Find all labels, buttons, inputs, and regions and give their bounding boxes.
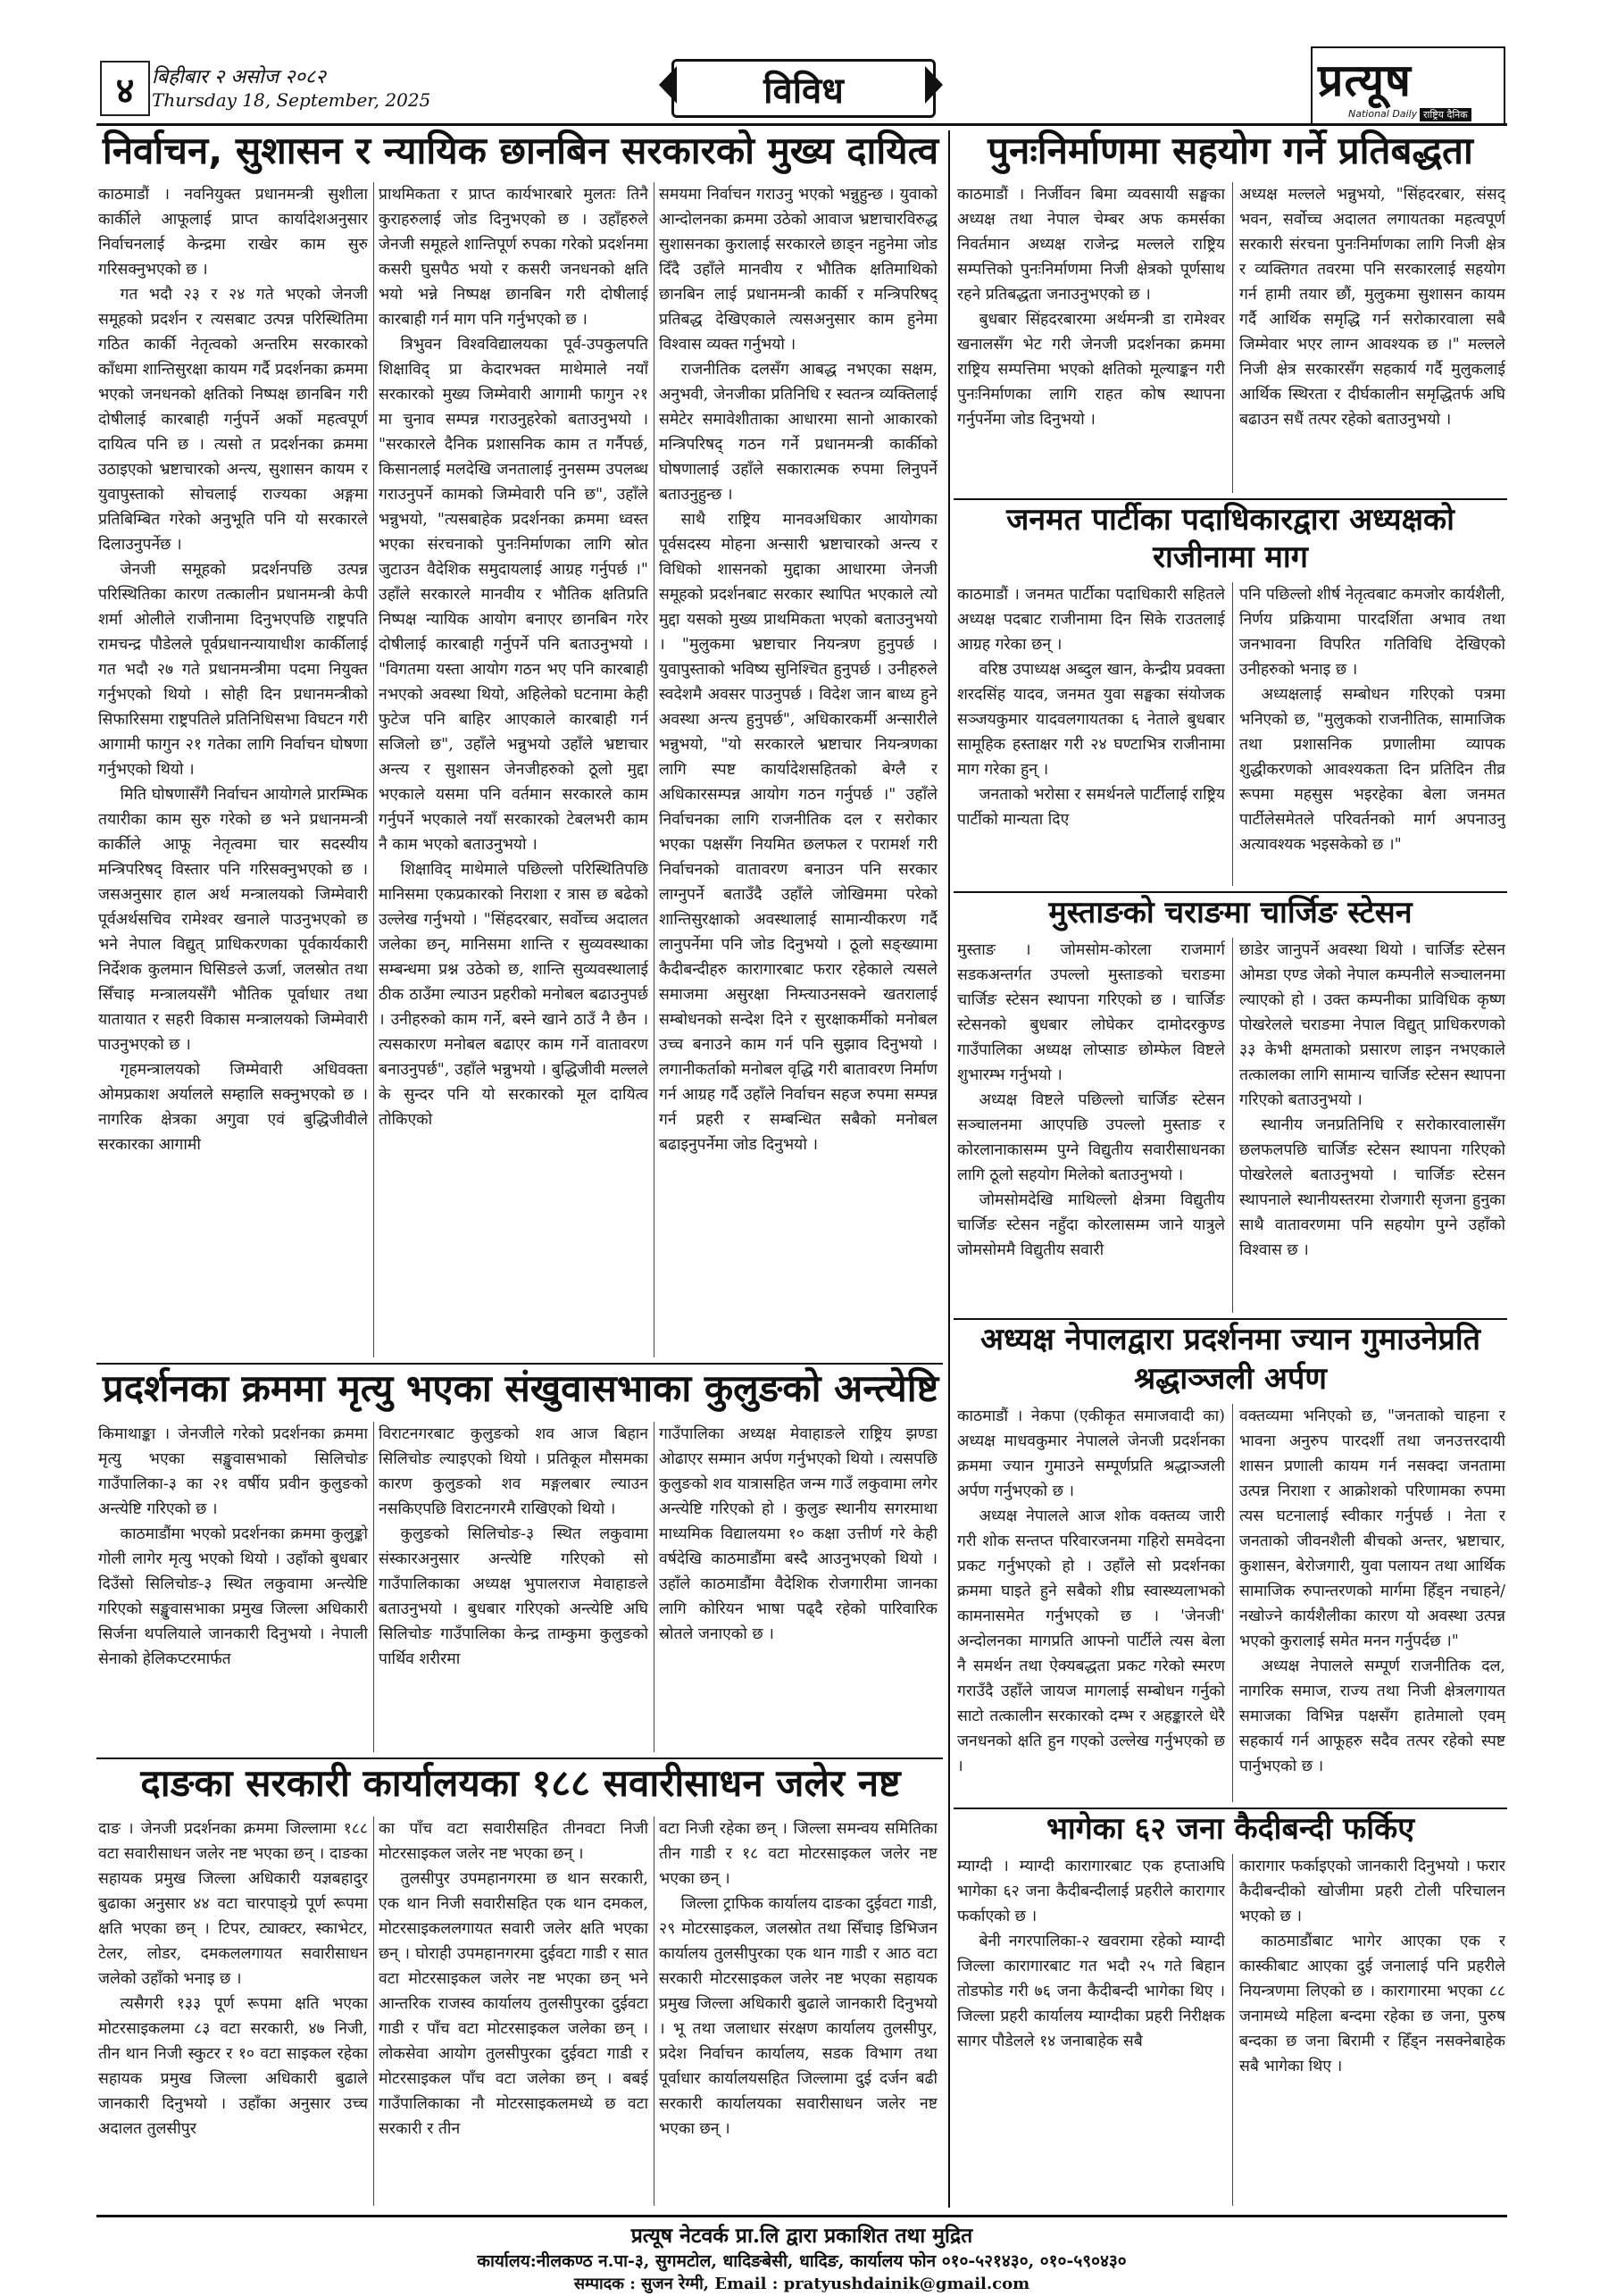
article-paragraph: दाङ । जेनजी प्रदर्शनका क्रममा जिल्लामा १८८ वटा सवारीसाधन जलेर नष्ट भएका छन् । दाङका सहायक प्रमुख जिल्ला अधिकारी यज्ञबहादुर बुढाका अनुसार ४४ वटा चारपाङ्ग्रे पूर्ण रूपमा क्षति भएका छन् । टिपर, ट्याक्टर, स्काभेटर, टेलर, लोडर, दमकललगायत सवारीसाधन जलेको उहाँको भनाइ छ । [98,1820,368,1988]
article-headline: प्रदर्शनका क्रममा मृत्यु भएका संखुवासभाका कुलुङको अन्त्येष्टि [102,1366,939,1410]
article-paragraph: विराटनगरबाट कुलुङको शव आज बिहान सिलिचोङ ल्याइएको थियो । प्रतिकूल मौसमका कारण कुलुङको शव मङ्गलबार ल्याउन नसकिएपछि विराटनगरमै राखिएको थियो । [379,1425,648,1518]
article-column [957,1854,1225,2206]
article-column [659,1816,938,2206]
column-divider [1232,1854,1233,2206]
article-paragraph: वरिष्ठ उपाध्यक्ष अब्दुल खान, केन्द्रीय प्रवक्ता शरदसिंह यादव, जनमत युवा सङ्घका संयोजक सञ्जयकुमार यादवलगायतका ६ नेताले बुधबार सामूहिक हस्ताक्षर गरी २४ घण्टाभित्र राजीनामा माग गरेका हुन् । [957,661,1225,779]
section-rule [954,1318,1507,1320]
article-paragraph: साथै राष्ट्रिय मानवअधिकार आयोगका पूर्वसदस्य मोहना अन्सारी भ्रष्टाचारको अन्त्य र विधिको शासनको मुद्दाका आधारमा जेनजी समूहको प्रदर्शनबाट सरकार स्थापित भएकाले त्यो मुद्दा यसको मुख्य प्राथमिकता भएको बताउनुभयो । "मुलुकमा भ्रष्टाचार नियन्त्रण हुनुपर्छ । युवापुस्ताको भविष्य सुनिश्चित हुनुपर्छ । उनीहरुले स्वदेशमै अवसर पाउनुपर्छ । विदेश जान बाध्य हुने अवस्था अन्त्य हुनुपर्छ", अधिकारकर्मी अन्सारीले भन्नुभयो, "यो सरकारले भ्रष्टाचार नियन्त्रणका लागि स्पष्ट कार्यादेशसहितको बेग्लै र अधिकारसम्पन्न आयोग गठन गर्नुपर्छ ।" उहाँले निर्वाचनका लागि राजनीतिक दल र सरोकार भएका पक्षसँग नियमित छलफल र परामर्श गरी निर्वाचनको वातावरण बनाउन पनि सरकार लाग्नुपर्ने बताउँदै उहाँले जोखिममा परेको शान्तिसुरक्षाको अवस्थालाई सामान्यीकरण गर्दै लानुपर्नेमा पनि जोड दिनुभयो । ठूलो सङ्ख्यामा कैदीबन्दीहरु कारागारबाट फरार रहेकाले त्यसले समाजमा असुरक्षा निम्त्याउनसक्ने खतरालाई सम्बोधनको सन्देश दिने र सुरक्षाकर्मीको मनोबल उच्च बनाउने काम गर्न पनि सुझाव दिनुभयो । लगानीकर्ताको मनोबल वृद्धि गरी बातावरण निर्माण गर्न आग्रह गर्दै उहाँले निर्वाचन सहज रुपमा सम्पन्न गर्न प्रहरी र सम्बन्धित सबैको मनोबल बढाइनुपर्नेमा जोड दिनुभयो । [659,511,938,1154]
article-paragraph: त्रिभुवन विश्वविद्यालयका पूर्व-उपकुलपति शिक्षाविद् प्रा केदारभक्त माथेमाले नयाँ सरकारको मुख्य जिम्मेवारी आगामी फागुन २१ मा चुनाव सम्पन्न गराउनुहरेको बताउनुभयो । "सरकारले दैनिक प्रशासनिक काम त गर्नैपर्छ, किसानलाई मलदेखि जनतालाई नुनसम्म उपलब्ध गराउनुपर्ने कामको जिम्मेवारी पनि छ", उहाँले भन्नुभयो, "त्यसबाहेक प्रदर्शनका क्रममा ध्वस्त भएका संरचनाको पुनःनिर्माणका लागि स्रोत जुटाउन वैदेशिक समुदायलाई आग्रह गर्नुपर्छ ।" उहाँले सरकारले मानवीय र भौतिक क्षतिप्रति निष्पक्ष न्यायिक आयोग बनाएर छानबिन गरेर दोषीलाई कारबाही गर्नुपर्ने पनि बताउनुभयो । "विगतमा यस्ता आयोग गठन भए पनि कारबाही नभएको अवस्था थियो, अहिलेको घटनामा केही फुटेज पनि बाहिर आएकाले कारबाही गर्न सजिलो छ", उहाँले भन्नुभयो उहाँले भ्रष्टाचार अन्त्य र सुशासन जेनजीहरुको ठूलो मुद्दा भएकाले यसमा पनि वर्तमान सरकारले काम गर्नुपर्ने भएकाले नयाँ सरकारको टेबलभरी काम नै काम भएको बताउनुभयो । [379,336,648,854]
article-paragraph: समयमा निर्वाचन गराउनु भएको भन्नुहुन्छ । युवाको आन्दोलनका क्रममा उठेको आवाज भ्रष्टाचारविरुद्ध सुशासनका कुरालाई सरकारले छाड्न नहुनेमा जोड दिँदै उहाँले मानवीय र भौतिक क्षतिमाथिको छानबिन लाई प्रधानमन्त्री कार्की र मन्त्रिपरिषद् प्रतिबद्ध देखिएकाले त्यसअनुसार काम हुनेमा विश्वास व्यक्त गर्नुभयो । [659,186,938,354]
logo-tagline-np: राष्ट्रिय दैनिक [1420,108,1471,121]
article-paragraph: किमाथाङ्का । जेनजीले गरेको प्रदर्शनका क्रममा मृत्यु भएका सङ्खुवासभाको सिलिचोङ गाउँपालिका-३ का २१ वर्षीय प्रवीन कुलुङको अन्त्येष्टि गरिएको छ । [98,1425,368,1518]
section-title: विविध [671,59,936,118]
section-rule [954,498,1507,500]
article-headline: अध्यक्ष नेपालद्वारा प्रदर्शनमा ज्यान गुमाउनेप्रति [980,1322,1480,1357]
article-paragraph: प्राथमिकता र प्राप्त कार्यभारबारे मुलतः तिनै कुराहरुलाई जोड दिनुभएको छ । उहाँहरुले जेनजी समूहले शान्तिपूर्ण रुपका गरेको प्रदर्शनमा कसरी घुसपैठ भयो र कसरी जनधनको क्षति भयो भन्ने निष्पक्ष छानबिन गरी दोषीलाई कारबाही गर्न माग पनि गर्नुभएको छ । [379,186,648,329]
article-paragraph: जिल्ला ट्राफिक कार्यालय दाङका दुईवटा गाडी, २९ मोटरसाइकल, जलस्रोत तथा सिँचाइ डिभिजन कार्यालय तुलसीपुरका एक थान गाडी र आठ वटा सरकारी मोटरसाइकल जलेर नष्ट भएका सहायक प्रमुख जिल्ला अधिकारी बुढाले जानकारी दिनुभयो । भू तथा जलाधार संरक्षण कार्यालय तुलसीपुर, प्रदेश निर्वाचन कार्यालय, सडक विभाग तथा पूर्वाधार कार्यालयसहित जिल्लामा दुई दर्जन बढी सरकारी कार्यालयका सवारीसाधन जलेर नष्ट भएका छन् । [659,1895,938,2138]
article-headline: भागेका ६२ जना कैदीबन्दी फर्किए [1046,1811,1415,1847]
article-column [98,1422,368,1752]
article-column [379,1422,648,1752]
article-column [98,182,368,1357]
article-paragraph: त्यसैगरी १३३ पूर्ण रूपमा क्षति भएका मोटरसाइकलमा ८३ वटा सरकारी, ४७ निजी, तीन थान निजी स्कुटर र १० वटा साइकल रहेका सहायक प्रमुख जिल्ला अधिकारी बुढाले जानकारी दिनुभयो । उहाँका अनुसार उच्च अदालत तुलसीपुर [98,1995,368,2138]
article-headline: मुस्ताङको चराङमा चार्जिङ स्टेसन [1048,895,1413,931]
article-paragraph: काठमाडौं । जनमत पार्टीका पदाधिकारी सहितले अध्यक्ष पदबाट राजीनामा दिन सिके राउतलाई आग्रह गरेका छन् । [957,586,1225,654]
page-number: ४ [100,61,150,116]
article-column [1239,1404,1505,1802]
article-column [957,582,1225,886]
article-paragraph: जनताको भरोसा र समर्थनले पार्टीलाई राष्ट्रिय पार्टीको मान्यता दिए [957,786,1225,829]
column-divider [373,182,374,1357]
article-headline: राजीनामा माग [1153,539,1308,575]
article-paragraph: गाउँपालिका अध्यक्ष मेवाहाङले राष्ट्रिय झण्डा ओढाएर सम्मान अर्पण गर्नुभएको थियो । त्यसपछि कुलुङको शव यात्रासहित जन्म गाउँ लकुवामा लगेर अन्त्येष्टि गरिएको हो । कुलुङ स्थानीय सगरमाथा माध्यमिक विद्यालयमा १० कक्षा उत्तीर्ण गरे केही वर्षदेखि काठमाडौंमा बस्दै आउनुभएको थियो । उहाँले काठमाडौंमा वैदेशिक रोजगारीमा जानका लागि कोरियन भाषा पढ्दै रहेको पारिवारिक स्रोतले जनाएको छ । [659,1425,938,1643]
article-column [98,1816,368,2206]
article-paragraph: वक्तव्यमा भनिएको छ, "जनताको चाहना र भावना अनुरुप पारदर्शी तथा जनउत्तरदायी शासन प्रणाली कायम गर्न नसक्दा जनतामा उत्पन्न निराशा र आक्रोशको परिणामका रुपमा त्यस घटनालाई स्वीकार गर्नुपर्छ । नेता र जनताको जीवनशैली बीचको अन्तर, भ्रष्टाचार, कुशासन, बेरोजगारी, युवा पलायन तथा आर्थिक सामाजिक रुपान्तरणको मार्गमा हिँड्न नचाहने/नखोज्ने कार्यशैलीका कारण यो अवस्था उत्पन्न भएको कुरालाई समेत मनन गर्नुपर्दछ ।" [1239,1407,1505,1650]
article-column [1239,582,1505,886]
article-paragraph: गत भदौ २३ र २४ गते भएको जेनजी समूहको प्रदर्शन र त्यसबाट उत्पन्न परिस्थितिमा गठित कार्की नेतृत्वको अन्तरिम सरकारको काँधमा शान्तिसुरक्षा कायम गर्दै प्रदर्शनका क्रममा भएको जनधनको क्षतिको निष्पक्ष छानबिन गरी दोषीलाई कारबाही गर्नुपर्ने अर्को महत्वपूर्ण दायित्व पनि छ । त्यसो त प्रदर्शनका क्रममा उठाइएको भ्रष्टाचारको अन्त्य, सुशासन कायम र युवापुस्ताको सोचलाई राज्यका अङ्गमा प्रतिबिम्बित गरेको अनुभूति पनि यो सरकारले दिलाउनुपर्नेछ । [98,286,368,554]
header-rule [96,123,1507,126]
article-headline: पुनःनिर्माणमा सहयोग गर्ने प्रतिबद्धता [988,129,1473,172]
article-paragraph: काठमाडौं । नवनियुक्त प्रधानमन्त्री सुशीला कार्कीले आफूलाई प्राप्त कार्यादेशअनुसार निर्वाचनलाई केन्द्रमा राखेर काम सुरु गरिसक्नुभएको छ । [98,186,368,279]
column-divider [1232,938,1233,1313]
newspaper-logo [1311,46,1505,125]
article-paragraph: काठमाडौंमा भएको प्रदर्शनका क्रममा कुलुङ्को गोली लागेर मृत्यु भएको थियो । उहाँको बुधबार दिउँसो सिलिचोङ-३ स्थित लकुवामा अन्त्येष्टि गरिएको सङ्खुवासभाका प्रमुख जिल्ला अधिकारी सिर्जना थपलियाले जानकारी दिनुभयो । नेपाली सेनाको हेलिकप्टरमार्फत [98,1525,368,1668]
date-english: Thursday 18, September, 2025 [152,89,431,111]
article-paragraph: बुधबार सिंहदरबारमा अर्थमन्त्री डा रामेश्वर खनालसँग भेट गरी जेनजी प्रदर्शनका क्रममा राष्ट्रिय सम्पत्तिमा भएको क्षतिको मूल्याङ्कन गरी पुनःनिर्माणका लागि राहत कोष स्थापना गर्नुपर्नेमा जोड दिनुभयो । [957,311,1225,429]
article-paragraph: गृहमन्त्रालयको जिम्मेवारी अधिवक्ता ओमप्रकाश अर्यालले सम्हालि सक्नुभएको छ । नागरिक क्षेत्रका अगुवा एवं बुद्धिजीवीले सरकारका आगामी [98,1061,368,1154]
footer-publisher: प्रत्यूष नेटवर्क प्रा.लि द्वारा प्रकाशित तथा मुद्रित [630,2224,973,2248]
article-paragraph: वटा निजी रहेका छन् । जिल्ला समन्वय समितिका तीन गाडी र १८ वटा मोटरसाइकल जलेर नष्ट भएका छन् । [659,1820,938,1888]
article-paragraph: का पाँच वटा सवारीसहित तीनवटा निजी मोटरसाइकल जलेर नष्ट भएका छन् । [379,1820,648,1863]
column-divider [1232,182,1233,493]
column-divider [373,1422,374,1752]
article-paragraph: बेनी नगरपालिका-२ खवरामा रहेको म्याग्दी जिल्ला कारागारबाट गत भदौ २५ गते बिहान तोडफोड गरी ७६ जना कैदीबन्दी भागेका थिए । जिल्ला प्रहरी कार्यालय म्याग्दीका प्रहरी निरीक्षक सागर पौडेलले १४ जनाबाहेक सबै [957,1933,1225,2050]
column-divider [1232,582,1233,886]
footer-editor: सम्पादक : सुजन रेग्मी, Email : pratyushdainik@gmail.com [573,2275,1030,2293]
article-column [659,1422,938,1752]
page-divider [948,130,950,2208]
article-paragraph: मिति घोषणासँगै निर्वाचन आयोगले प्रारम्भिक तयारीका काम सुरु गरेको छ भने प्रधानमन्त्री कार्कीले आफू नेतृत्वमा चार सदस्यीय मन्त्रिपरिषद् विस्तार पनि गरिसक्नुभएको छ । जसअनुसार हाल अर्थ मन्त्रालयको जिम्मेवारी पूर्वअर्थसचिव रामेश्वर खनाले पाउनुभएको छ भने नेपाल विद्युत् प्राधिकरणका पूर्वकार्यकारी निर्देशक कुलमान घिसिङले ऊर्जा, जलस्रोत तथा सिँचाइ मन्त्रालयसँगै भौतिक पूर्वाधार तथा यातायात र सहरी विकास मन्त्रालयको जिम्मेवारी पाउनुभएको छ । [98,786,368,1054]
column-divider [373,1816,374,2206]
article-paragraph: जेनजी समूहको प्रदर्शनपछि उत्पन्न परिस्थितिका कारण तत्कालीन प्रधानमन्त्री केपी शर्मा ओलीले राजीनामा दिनुभएपछि राष्ट्रपति रामचन्द्र पौडेलले पूर्वप्रधानन्यायाधीश कार्कीलाई गत भदौ २७ गते प्रधानमन्त्रीमा पदमा नियुक्त गर्नुभएको थियो । सोही दिन प्रधानमन्त्रीको सिफारिसमा राष्ट्रपतिले प्रतिनिधिसभा विघटन गरी आगामी फागुन २१ गतेका लागि निर्वाचन घोषणा गर्नुभएको थियो । [98,561,368,779]
right-triangle-icon [925,66,943,104]
section-rule [954,891,1507,893]
article-column [957,1404,1225,1802]
column-divider [1232,1404,1233,1802]
page-footer [96,2215,1507,2296]
article-column [379,1816,648,2206]
article-column [659,182,938,1357]
section-rule [954,1808,1507,1809]
article-column [379,182,648,1357]
article-paragraph: अध्यक्ष मल्लले भन्नुभयो, "सिंहदरबार, संसद् भवन, सर्वोच्च अदालत लगायतका महत्वपूर्ण सरकारी संरचना पुनःनिर्माणका लागि निजी क्षेत्र र व्यक्तिगत तवरमा पनि सरकारलाई सहयोग गर्न हामी तयार छौं, मुलुकमा सुशासन कायम गर्दै आर्थिक समृद्धि गर्न सरोकारवाला सबै जिम्मेवार भएर लाग्न आवश्यक छ ।" मल्लले निजी क्षेत्र सरकारसँग सहकार्य गर्दै मुलुकलाई आर्थिक स्थिरता र दीर्घकालीन समृद्धितर्फ अघि बढाउन सधैं तत्पर रहेको बताउनुभयो । [1239,186,1505,429]
article-paragraph: अध्यक्षलाई सम्बोधन गरिएको पत्रमा भनिएको छ, "मुलुकको राजनीतिक, सामाजिक तथा प्रशासनिक प्रणालीमा व्यापक शुद्धीकरणको आवश्यकता दिन प्रतिदिन तीव्र रूपमा महसुस भइरहेका बेला जनमत पार्टीलेसमेतले परिवर्तनको मार्ग अपनाउनु अत्यावश्यक भइसकेको छ ।" [1239,686,1505,854]
article-paragraph: अध्यक्ष नेपालले आज शोक वक्तव्य जारी गरी शोक सन्तप्त परिवारजनमा गहिरो समवेदना प्रकट गर्नुभएको हो । उहाँले सो प्रदर्शनका क्रममा घाइते हुने सबैको शीघ्र स्वास्थ्यलाभको कामनासमेत गर्नुभएको छ । 'जेनजी' अन्दोलनका मागप्रति आफ्नो पार्टीले त्यस बेला नै समर्थन तथा ऐक्यबद्धता प्रकट गरेको स्मरण गराउँदै उहाँले जायज मागलाई सम्बोधन गर्नुको साटो तत्कालीन सरकारको दम्भ र अहङ्कारले धेरै जनधनको क्षति हुन गएको उल्लेख गर्नुभएको छ । [957,1507,1225,1775]
logo-tagline-en: National Daily [1348,108,1418,120]
logo-title: प्रत्यूष [1318,54,1412,106]
article-paragraph: कुलुङको सिलिचोङ-३ स्थित लकुवामा संस्कारअनुसार अन्त्येष्टि गरिएको सो गाउँपालिकाका अध्यक्ष भुपालराज मेवाहाङले बताउनुभयो । बुधबार गरिएको अन्त्येष्टि अघि सिलिचोङ गाउँपालिका केन्द्र ताम्कुमा कुलुङको पार्थिव शरीरमा [379,1525,648,1668]
article-paragraph: अध्यक्ष नेपालले सम्पूर्ण राजनीतिक दल, नागरिक समाज, राज्य तथा निजी क्षेत्रलगायत समाजका विभिन्न पक्षसँग हातेमालो एवम् सहकार्य गर्न आफूहरु सदैव तत्पर रहेको स्पष्ट पार्नुभएको छ । [1239,1657,1505,1775]
article-column [1239,182,1505,493]
article-paragraph: जोमसोमदेखि माथिल्लो क्षेत्रमा विद्युतीय चार्जिङ स्टेसन नहुँदा कोरलासम्म जाने यात्रुले जोमसोममै विद्युतीय सवारी [957,1191,1225,1259]
article-headline: श्रद्धाञ्जली अर्पण [1134,1361,1327,1397]
article-paragraph: तुलसीपुर उपमहानगरमा छ थान सरकारी, एक थान निजी सवारीसहित एक थान दमकल, मोटरसाइकललगायत सवारी जलेर क्षति भएका छन् । घोराही उपमहानगरमा दुईवटा गाडी र सात वटा मोटरसाइकल जलेर नष्ट भएका छन् भने आन्तरिक राजस्व कार्यालय तुलसीपुरका दुईवटा गाडी र पाँच वटा मोटरसाइकल जलेका छन् । लोकसेवा आयोग तुलसीपुरका दुईवटा गाडी र मोटरसाइकल पाँच वटा जलेका छन् । बबई गाउँपालिकाका नौ मोटरसाइकलमध्ये छ वटा सरकारी र तीन [379,1870,648,2138]
article-headline: जनमत पार्टीका पदाधिकारद्वारा अध्यक्षको [1006,502,1454,538]
article-column [957,182,1225,493]
section-rule [96,1757,943,1759]
footer-office: कार्यालय:नीलकण्ठ न.पा-३, सुगमटोल, धादिङबेसी, धादिङ, कार्यालय फोन ०१०-५२१४३०, ०१०-५९०४३० [477,2251,1127,2271]
article-column [1239,938,1505,1313]
article-paragraph: शिक्षाविद् माथेमाले पछिल्लो परिस्थितिपछि मानिसमा एकप्रकारको निराशा र त्रास छ बढेको उल्लेख गर्नुभयो । "सिंहदरबार, सर्वोच्च अदालत जलेका छन्, मानिसमा शान्ति र सुव्यवस्थाका सम्बन्धमा प्रश्न उठेको छ, शान्ति सुव्यवस्थालाई ठीक ठाउँमा ल्याउन प्रहरीको मनोबल बढाउनुपर्छ । उनीहरुको काम गर्ने, बस्ने खाने ठाउँ नै छैन । त्यसकारण मनोबल बढाएर काम गर्ने वातावरण बनाउनुपर्छ", उहाँले भन्नुभयो । बुद्धिजीवी मल्लले के सुन्दर पनि यो सरकारको मूल दायित्व तोकिएको [379,861,648,1129]
article-paragraph: राजनीतिक दलसँग आबद्ध नभएका सक्षम, अनुभवी, जेनजीका प्रतिनिधि र स्वतन्त्र व्यक्तिलाई समेटेर समावेशीताका आधारमा सानो आकारको मन्त्रिपरिषद् गठन गर्ने प्रधानमन्त्री कार्कीको घोषणालाई उहाँले सकारात्मक रुपमा लिनुपर्ने बताउनुहुन्छ । [659,361,938,504]
article-paragraph: अध्यक्ष विष्टले पछिल्लो चार्जिङ स्टेसन सञ्चालनमा आएपछि उपल्लो मुस्ताङ र कोरलानाकासम्म पुग्ने विद्युतीय सवारीसाधनका लागि ठूलो सहयोग मिलेको बताउनुभयो । [957,1091,1225,1184]
article-paragraph: पनि पछिल्लो शीर्ष नेतृत्वबाट कमजोर कार्यशैली, निर्णय प्रक्रियामा पारदर्शिता अभाव तथा जनभावना विपरित गतिविधि देखिएको उनीहरुको भनाइ छ । [1239,586,1505,679]
article-paragraph: स्थानीय जनप्रतिनिधि र सरोकारवालासँग छलफलपछि चार्जिङ स्टेसन स्थापना गरिएको पोखरेलले बताउनुभयो । चार्जिङ स्टेसन स्थापनाले स्थानीयस्तरमा रोजगारी सृजना हुनुका साथै वातावरणमा पनि सहयोग पुग्ने उहाँको विश्वास छ । [1239,1116,1505,1259]
date-nepali: बिहीबार २ असोज २०८२ [152,66,326,88]
article-paragraph: कारागार फर्काइएको जानकारी दिनुभयो । फरार कैदीबन्दीको खोजीमा प्रहरी टोली परिचालन भएको छ । [1239,1858,1505,1925]
article-column [957,938,1225,1313]
article-paragraph: छाडेर जानुपर्ने अवस्था थियो । चार्जिङ स्टेसन ओमडा एण्ड जेको नेपाल कम्पनीले सञ्चालनमा ल्याएको हो । उक्त कम्पनीका प्राविधिक कृष्ण पोखरेलले चराङमा नेपाल विद्युत् प्राधिकरणको ३३ केभी क्षमताको प्रसारण लाइन नभएकाले तत्कालका लागि सामान्य चार्जिङ स्टेसन स्थापना गरिएको बताउनुभयो । [1239,941,1505,1109]
article-headline: निर्वाचन, सुशासन र न्यायिक छानबिन सरकारको मुख्य दायित्व [102,129,939,172]
article-paragraph: मुस्ताङ । जोमसोम-कोरला राजमार्ग सडकअन्तर्गत उपल्लो मुस्ताङको चराङमा चार्जिङ स्टेसन स्थापना गरिएको छ । चार्जिङ स्टेसनको बुधबार लोघेकर दामोदरकुण्ड गाउँपालिका अध्यक्ष लोप्साङ छोम्फेल विष्टले शुभारम्भ गर्नुभयो । [957,941,1225,1084]
article-paragraph: म्याग्दी । म्याग्दी कारागारबाट एक हप्ताअघि भागेका ६२ जना कैदीबन्दीलाई प्रहरीले कारागार फर्काएको छ । [957,1858,1225,1925]
article-paragraph: काठमाडौं । नेकपा (एकीकृत समाजवादी का) अध्यक्ष माधवकुमार नेपालले जेनजी प्रदर्शनका क्रममा ज्यान गुमाउने सम्पूर्णप्रति श्रद्धाञ्जली अर्पण गर्नुभएको छ । [957,1407,1225,1500]
article-paragraph: काठमाडौं । निर्जीवन बिमा व्यवसायी सङ्घका अध्यक्ष तथा नेपाल चेम्बर अफ कमर्सका निवर्तमान अध्यक्ष राजेन्द्र मल्लले राष्ट्रिय सम्पत्तिको पुनःनिर्माणमा निजी क्षेत्रको पूर्णसाथ रहने प्रतिबद्धता जनाउनुभएको छ । [957,186,1225,304]
article-column [1239,1854,1505,2206]
article-headline: दाङका सरकारी कार्यालयका १८८ सवारीसाधन जलेर नष्ट [140,1761,901,1805]
article-paragraph: काठमाडौंबाट भागेर आएका एक र कास्कीबाट आएका दुई जनालाई पनि प्रहरीले नियन्त्रणमा लिएको छ । कारागारमा भएका ८८ जनामध्ये महिला बन्दमा रहेका छ जना, पुरुष बन्दका छ जना बिरामी र हिँड्न नसक्नेबाहेक सबै भागेका थिए । [1239,1933,1505,2075]
section-rule [96,1363,943,1365]
